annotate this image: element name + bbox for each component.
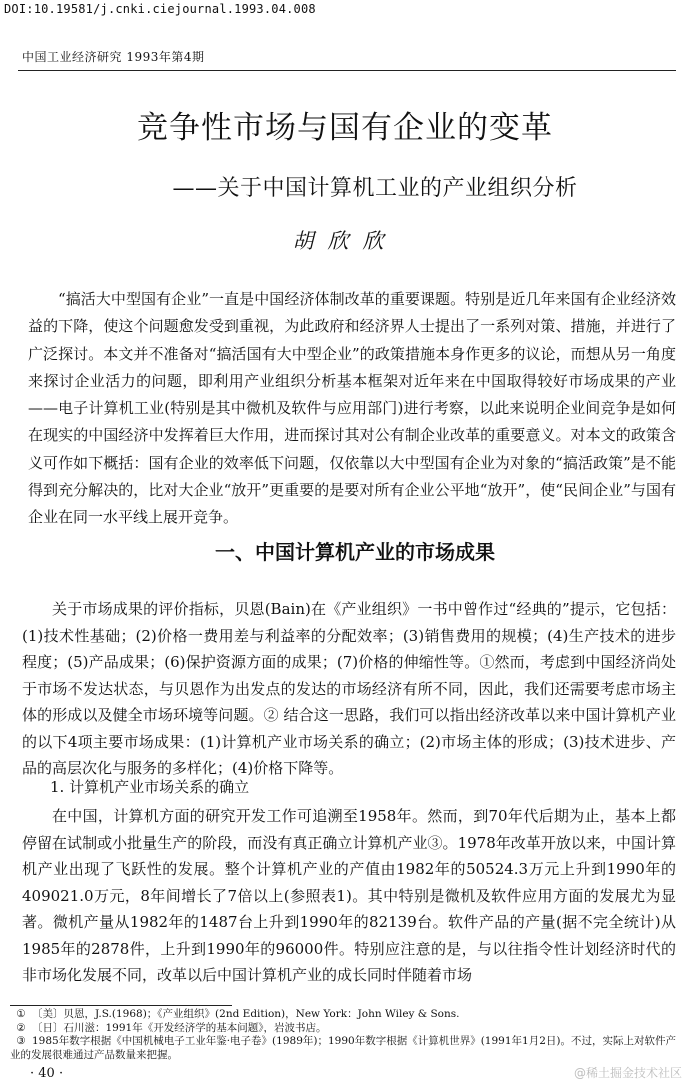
footnote-text: 1985年数字根据《中国机械电子工业年鉴·电子卷》(1989年)；1990年数字根据《计算机世界》(1991年1月2日)。不过，实际上对软件产业的发展很难通过产品数量来把握。 (10, 1035, 676, 1061)
footnote-text: 〔美〕贝恩，J.S.(1968)；《产业组织》(2nd Edition)，New York：John Wiley & Sons. (32, 1008, 460, 1020)
body-paragraph-2: 在中国，计算机方面的研究开发工作可追溯至1958年。然而，到70年代后期为止，基本上都停留在试制或小批量生产的阶段，而没有真正确立计算机产业③。1978年改革开放以来，中国计算机产业出现了飞跃性的发展。整个计算机产业的产值由1982年的50524.3万元上升到1990年的409021.0万元，8年间增长了7倍以上(参照表1)。其中特别是微机及软件应用方面的发展尤为显著。微机产量从1982年的1487台上升到1990年的82139台。软件产品的产量(据不完全统计)从1985年的2878件，上升到1990年的96000件。特别应注意的是，与以往指令性计划经济时代的非市场化发展不同，改革以后中国计算机产业的成长同时伴随着市场 (22, 807, 676, 984)
footnote (10, 1008, 678, 1022)
author-name: 胡欣欣 (292, 229, 398, 253)
article-subtitle: ——关于中国计算机工业的产业组织分析 (172, 176, 578, 201)
footnote-rule (10, 1005, 232, 1006)
footnote-mark: ③ (16, 1035, 26, 1047)
header-rule (18, 70, 676, 71)
footnotes (10, 1008, 678, 1062)
watermark-text: @稀土掘金技术社区 (573, 1066, 682, 1080)
article-title: 竞争性市场与国有企业的变革 (137, 110, 553, 146)
subsection-heading: 1. 计算机产业市场关系的确立 (50, 778, 250, 796)
body-paragraph-1: 关于市场成果的评价指标，贝恩(Bain)在《产业组织》一书中曾作过“经典的”提示，它包括：(1)技术性基础；(2)价格一费用差与利益率的分配效率；(3)销售费用的规模；(4)生产技术的进步程度；(5)产品成果；(6)保护资源方面的成果；(7)价格的伸缩性等。①然而，考虑到中国经济尚处于市场不发达状态，与贝恩作为出发点的发达的市场经济有所不同，因此，我们还需要考虑市场主体的形成以及健全市场环境等问题。② 结合这一思路，我们可以指出经济改革以来中国计算机产业的以下4项主要市场成果：(1)计算机产业市场关系的确立；(2)市场主体的形成；(3)技术进步、产品的高层次化与服务的多样化；(4)价格下降等。 (22, 600, 676, 777)
doi-line: DOI:10.19581/j.cnki.ciejournal.1993.04.008 (4, 2, 316, 16)
page-number: · 40 · (30, 1066, 64, 1081)
footnote-mark: ② (16, 1021, 26, 1034)
journal-header: 中国工业经济研究 1993年第4期 (22, 50, 205, 64)
footnote (10, 1035, 678, 1062)
section-heading: 一、中国计算机产业的市场成果 (215, 540, 495, 564)
abstract-paragraph: “搞活大中型国有企业”一直是中国经济体制改革的重要课题。特别是近几年来国有企业经济效益的下降，使这个问题愈发受到重视，为此政府和经济界人士提出了一系列对策、措施，并进行了广泛探讨。本文并不准备对“搞活国有大中型企业”的政策措施本身作更多的议论，而想从另一角度来探讨企业活力的问题，即利用产业组织分析基本框架对近年来在中国取得较好市场成果的产业——电子计算机工业(特别是其中微机及软件与应用部门)进行考察，以此来说明企业间竞争是如何在现实的中国经济中发挥着巨大作用，进而探讨其对公有制企业改革的重要意义。对本文的政策含义可作如下概括：国有企业的效率低下问题，仅依靠以大中型国有企业为对象的“搞活政策”是不能得到充分解决的，比对大企业“放开”更重要的是要对所有企业公平地“放开”，使“民间企业”与国有企业在同一水平线上展开竞争。 (28, 290, 676, 527)
footnote-mark: ① (16, 1008, 26, 1020)
footnote (10, 1022, 678, 1036)
footnote-text: 〔日〕石川滋：1991年《开发经济学的基本问题》，岩波书店。 (32, 1021, 327, 1034)
watermark (574, 1064, 682, 1081)
